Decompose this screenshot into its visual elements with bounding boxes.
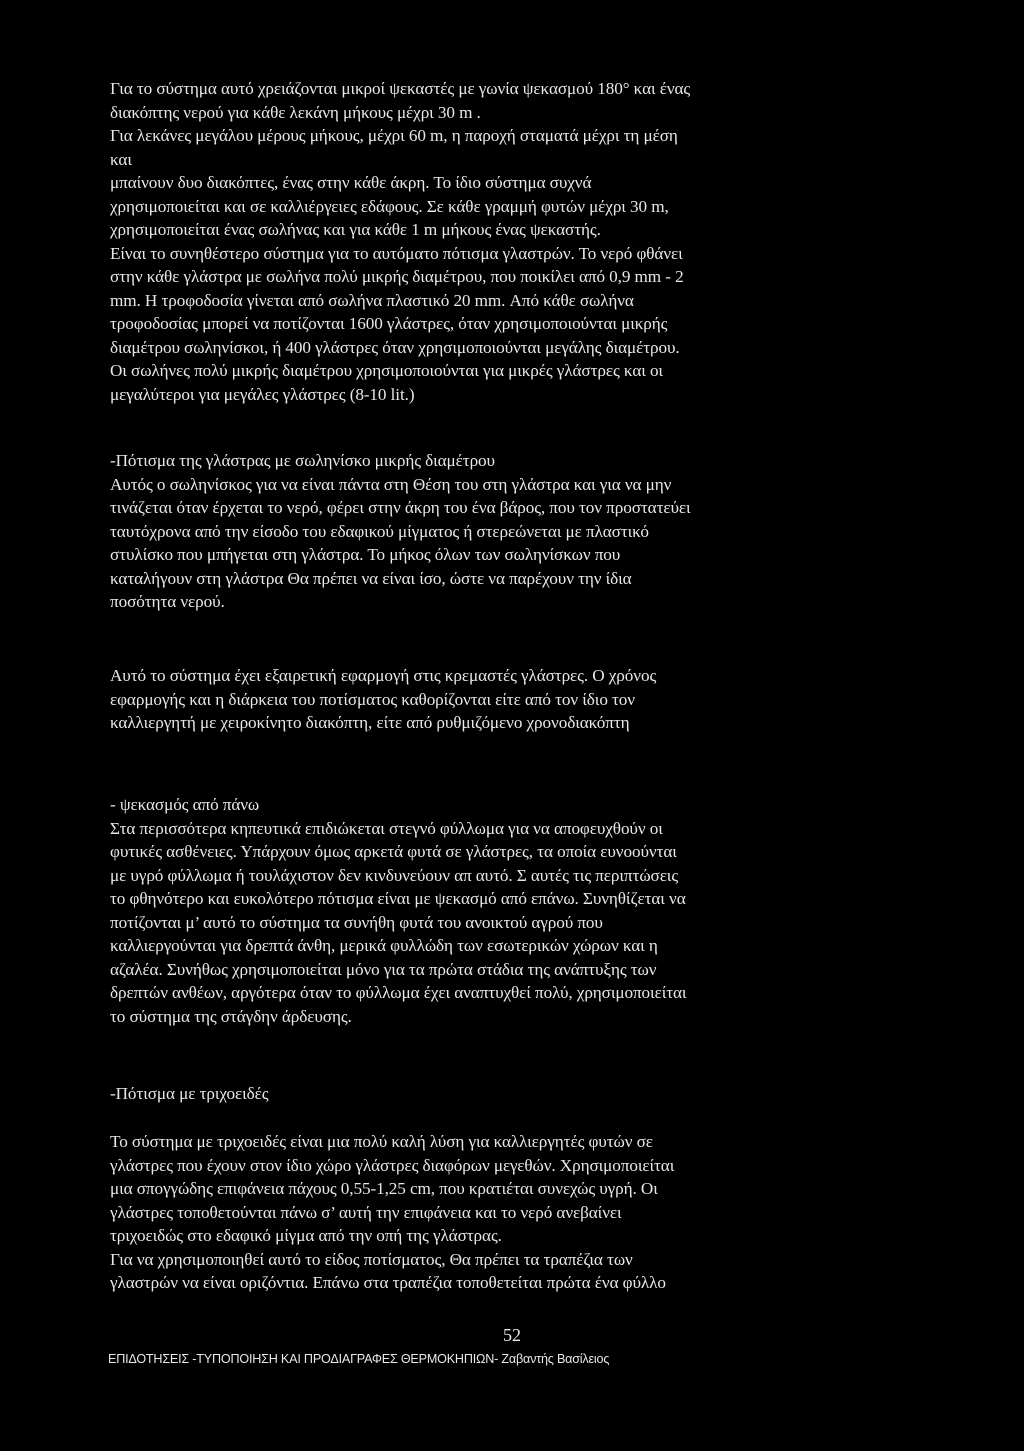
text-line: εφαρμογής και η διάρκεια του ποτίσματος καθορίζονται είτε από τον ίδιο τον — [110, 689, 635, 709]
text-line: τροφοδοσίας μπορεί να ποτίζονται 1600 γλάστρες, όταν χρησιμοποιούνται μικρής — [110, 314, 668, 333]
text-line: γλάστρες τοποθετούνται πάνω σ’ αυτή την επιφάνεια και το νερό ανεβαίνει — [110, 1202, 622, 1222]
text-line: μεγαλύτεροι για μεγάλες γλάστρες (8-10 lit.) — [110, 384, 415, 404]
text-line: μια σπογγώδης επιφάνεια πάχους 0,55-1,25 cm, που κρατιέται συνεχώς υγρή. Οι — [110, 1179, 658, 1198]
text-line: καλλιεργούνται για δρεπτά άνθη, μερικά φυλλώδη των εσωτερικών χώρων και η — [110, 936, 658, 955]
text-line: Οι σωλήνες πολύ μικρής διαμέτρου χρησιμοποιούνται για μικρές γλάστρες και οι — [110, 361, 663, 380]
text-line: τινάζεται όταν έρχεται το νερό, φέρει στην άκρη του ένα βάρος, που τον προστατεύει — [110, 498, 691, 517]
paragraph-sprinkler-system — [110, 77, 980, 406]
text-line: Αυτός ο σωληνίσκος για να είναι πάντα στη Θέση του στη γλάστρα και για να μην — [110, 474, 672, 494]
text-line: μπαίνουν δυο διακόπτες, ένας στην κάθε άκρη. Το ίδιο σύστημα συχνά — [110, 173, 592, 192]
text-line: το σύστημα της στάγδην άρδευσης. — [110, 1006, 352, 1026]
text-line: χρησιμοποιείται και σε καλλιέργειες εδάφους. Σε κάθε γραμμή φυτών μέχρι 30 m, — [110, 196, 669, 216]
text-line: φυτικές ασθένειες. Υπάρχουν όμως αρκετά φυτά σε γλάστρες, τα οποία ευνοούνται — [110, 842, 677, 861]
text-line: διαμέτρου σωληνίσκοι, ή 400 γλάστρες όταν χρησιμοποιούνται μεγάλης διαμέτρου. — [110, 337, 680, 357]
text-line: Για το σύστημα αυτό χρειάζονται μικροί ψεκαστές με γωνία ψεκασμού 180° και ένας — [110, 79, 691, 98]
text-line: καταλήγουν στη γλάστρα Θα πρέπει να είναι ίσο, ώστε να παρέχουν την ίδια — [110, 568, 632, 588]
paragraph-capillary-system — [110, 1130, 980, 1295]
section-heading: - ψεκασμός από πάνω — [110, 795, 260, 814]
text-line: διακόπτης νερού για κάθε λεκάνη μήκους μέχρι 30 m . — [110, 102, 481, 122]
paragraph-hanging-pots — [110, 664, 980, 735]
text-line: Αυτό το σύστημα έχει εξαιρετική εφαρμογή στις κρεμαστές γλάστρες. Ο χρόνος — [110, 666, 657, 685]
text-line: Είναι το συνηθέστερο σύστημα για το αυτόματο πότισμα γλαστρών. Το νερό φθάνει — [110, 243, 683, 263]
footer-text: ΕΠΙΔΟΤΗΣΕΙΣ -ΤΥΠΟΠΟΙΗΣΗ ΚΑΙ ΠΡΟΔΙΑΓΡΑΦΕΣ ΘΕΡΜΟΚΗΠΙΩΝ- Ζαβαντής Βασίλειος — [108, 1352, 610, 1366]
text-line: καλλιεργητή με χειροκίνητο διακόπτη, είτε από ρυθμιζόμενο χρονοδιακόπτη — [110, 713, 630, 732]
section-heading: -Πότισμα με τριχοειδές — [110, 1084, 269, 1103]
text-line: στυλίσκο που μπήγεται στη γλάστρα. Το μήκος όλων των σωληνίσκων που — [110, 545, 621, 564]
text-line: Για να χρησιμοποιηθεί αυτό το είδος ποτίσματος, Θα πρέπει τα τραπέζια των — [110, 1249, 633, 1269]
section-heading: -Πότισμα της γλάστρας με σωληνίσκο μικρής διαμέτρου — [110, 451, 495, 470]
text-line: τριχοειδώς στο εδαφικό μίγμα από την οπή της γλάστρας. — [110, 1226, 502, 1245]
paragraph-capillary-heading — [110, 1082, 980, 1106]
text-line: Στα περισσότερα κηπευτικά επιδιώκεται στεγνό φύλλωμα για να αποφευχθούν οι — [110, 818, 663, 838]
text-line: ταυτόχρονα από την είσοδο του εδαφικού μίγματος ή στερεώνεται με πλαστικό — [110, 521, 649, 541]
text-line: γλαστρών να είναι οριζόντια. Επάνω στα τραπέζια τοποθετείται πρώτα ένα φύλλο — [110, 1273, 666, 1292]
text-line: και — [110, 149, 132, 169]
text-line: με υγρό φύλλωμα ή τουλάχιστον δεν κινδυνεύουν απ αυτό. Σ αυτές τις περιπτώσεις — [110, 865, 679, 885]
text-line: mm. Η τροφοδοσία γίνεται από σωλήνα πλαστικό 20 mm. Από κάθε σωλήνα — [110, 290, 634, 310]
text-line: ποσότητα νερού. — [110, 592, 225, 611]
paragraph-small-tube-watering — [110, 449, 980, 614]
text-line: στην κάθε γλάστρα με σωλήνα πολύ μικρής διαμέτρου, που ποικίλει από 0,9 mm - 2 — [110, 267, 684, 286]
paragraph-overhead-spraying — [110, 793, 980, 1028]
text-line: αζαλέα. Συνήθως χρησιμοποιείται μόνο για τα πρώτα στάδια της ανάπτυξης των — [110, 959, 657, 979]
text-line: χρησιμοποιείται ένας σωλήνας και για κάθε 1 m μήκους ένας ψεκαστής. — [110, 220, 601, 239]
page-number: 52 — [503, 1325, 521, 1345]
text-line: το φθηνότερο και ευκολότερο πότισμα είναι με ψεκασμό από επάνω. Συνηθίζεται να — [110, 889, 686, 908]
text-line: γλάστρες που έχουν στον ίδιο χώρο γλάστρες διαφόρων μεγεθών. Χρησιμοποιείται — [110, 1155, 675, 1175]
text-line: Για λεκάνες μεγάλου μέρους μήκους, μέχρι 60 m, η παροχή σταματά μέχρι τη μέση — [110, 126, 678, 145]
text-line: Το σύστημα με τριχοειδές είναι μια πολύ καλή λύση για καλλιεργητές φυτών σε — [110, 1132, 653, 1151]
text-line: ποτίζονται μ’ αυτό το σύστημα τα συνήθη φυτά του ανοικτού αγρού που — [110, 912, 603, 932]
text-line: δρεπτών ανθέων, αργότερα όταν το φύλλωμα έχει αναπτυχθεί πολύ, χρησιμοποιείται — [110, 983, 687, 1002]
